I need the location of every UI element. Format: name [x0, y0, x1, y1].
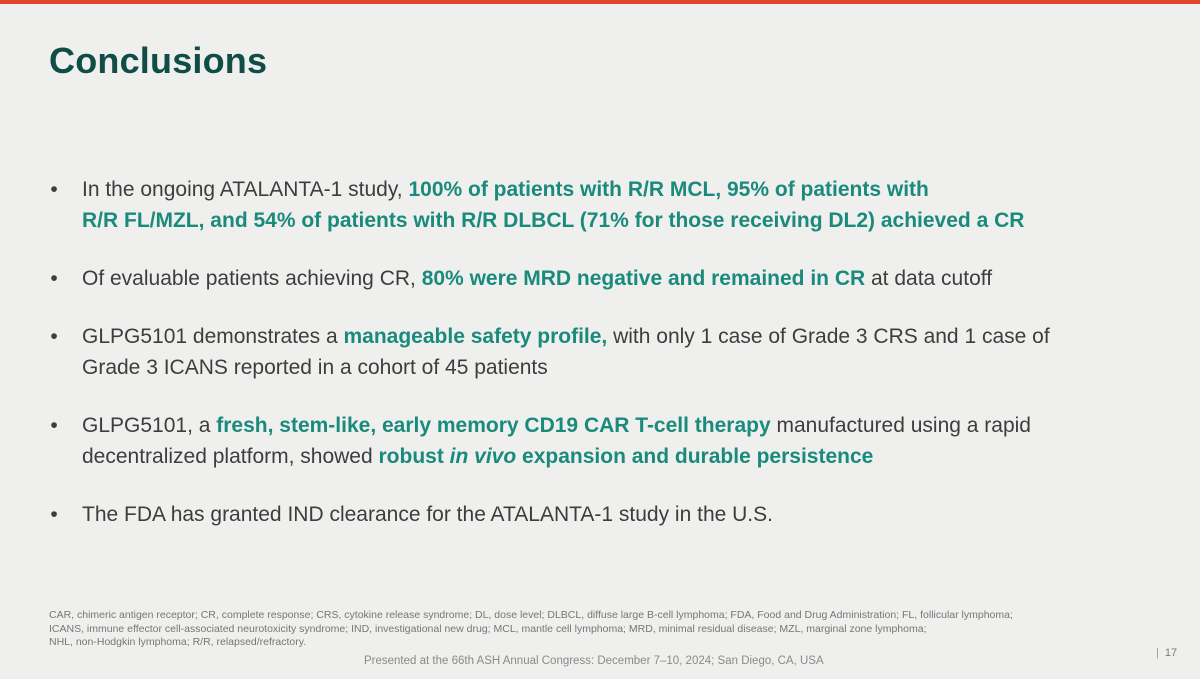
bullet-text: GLPG5101 demonstrates a: [82, 325, 344, 348]
bullet-dot-icon: •: [50, 267, 58, 290]
footnote-line: ICANS, immune effector cell-associated neurotoxicity syndrome; IND, investigational new drug; MCL, mantle cell lymphoma; MRD, minimal residual disease; MZL, marginal zone lymphoma;: [49, 622, 927, 635]
bullet-text: manufactured using a rapid: [770, 414, 1031, 437]
bullet-item: [48, 410, 1158, 472]
highlighted-text: fresh, stem-like, early memory CD19 CAR T-cell therapy: [216, 414, 771, 437]
highlighted-text: expansion and durable persistence: [516, 445, 874, 468]
page-number-area: [1156, 647, 1177, 659]
bullet-dot-icon: •: [50, 414, 58, 437]
bullet-item: [48, 174, 1158, 236]
bullet-text: with only 1 case of Grade 3 CRS and 1 case of: [607, 325, 1050, 348]
bullet-dot-icon: •: [50, 178, 58, 201]
highlighted-text: 80% were MRD negative and remained in CR: [421, 267, 866, 290]
top-accent-bar: [0, 0, 1200, 4]
conclusions-bullet-list: [48, 174, 1158, 557]
bullet-dot-icon: •: [50, 503, 58, 526]
bullet-dot-icon: •: [50, 325, 58, 348]
footnote-line: NHL, non-Hodgkin lymphoma; R/R, relapsed/refractory.: [49, 636, 307, 648]
bullet-text: at data cutoff: [865, 267, 993, 290]
slide-title: Conclusions: [49, 40, 268, 81]
bullet-text: decentralized platform, showed: [82, 445, 379, 468]
bullet-text: Grade 3 ICANS reported in a cohort of 45 patients: [82, 356, 548, 379]
bullet-text: The FDA has granted IND clearance for the ATALANTA-1 study in the U.S.: [82, 503, 773, 526]
bullet-text: GLPG5101, a: [82, 414, 217, 437]
page-separator: |: [1156, 647, 1159, 659]
highlighted-text: 100% of patients with R/R MCL, 95% of patients with: [408, 178, 929, 201]
highlighted-text: manageable safety profile,: [343, 325, 608, 348]
bullet-text: In the ongoing ATALANTA-1 study,: [82, 178, 409, 201]
highlighted-text: robust: [378, 445, 450, 468]
highlighted-text: in vivo: [449, 445, 517, 468]
abbreviations-footnote: [49, 609, 1129, 650]
footnote-line: CAR, chimeric antigen receptor; CR, complete response; CRS, cytokine release syndrome; DL, dose level; DLBCL, diffuse large B-cell lymphoma; FDA, Food and Drug Administration; FL, follicular lymphoma;: [49, 609, 1013, 621]
bullet-item: [48, 499, 1158, 530]
page-number: 17: [1164, 647, 1178, 659]
bullet-item: [48, 321, 1158, 383]
bullet-item: [48, 263, 1158, 294]
presented-at-footer: Presented at the 66th ASH Annual Congress: December 7–10, 2024; San Diego, CA, USA: [364, 655, 824, 667]
highlighted-text: R/R FL/MZL, and 54% of patients with R/R DLBCL (71% for those receiving DL2) achieved a CR: [82, 209, 1025, 232]
bullet-text: Of evaluable patients achieving CR,: [82, 267, 422, 290]
